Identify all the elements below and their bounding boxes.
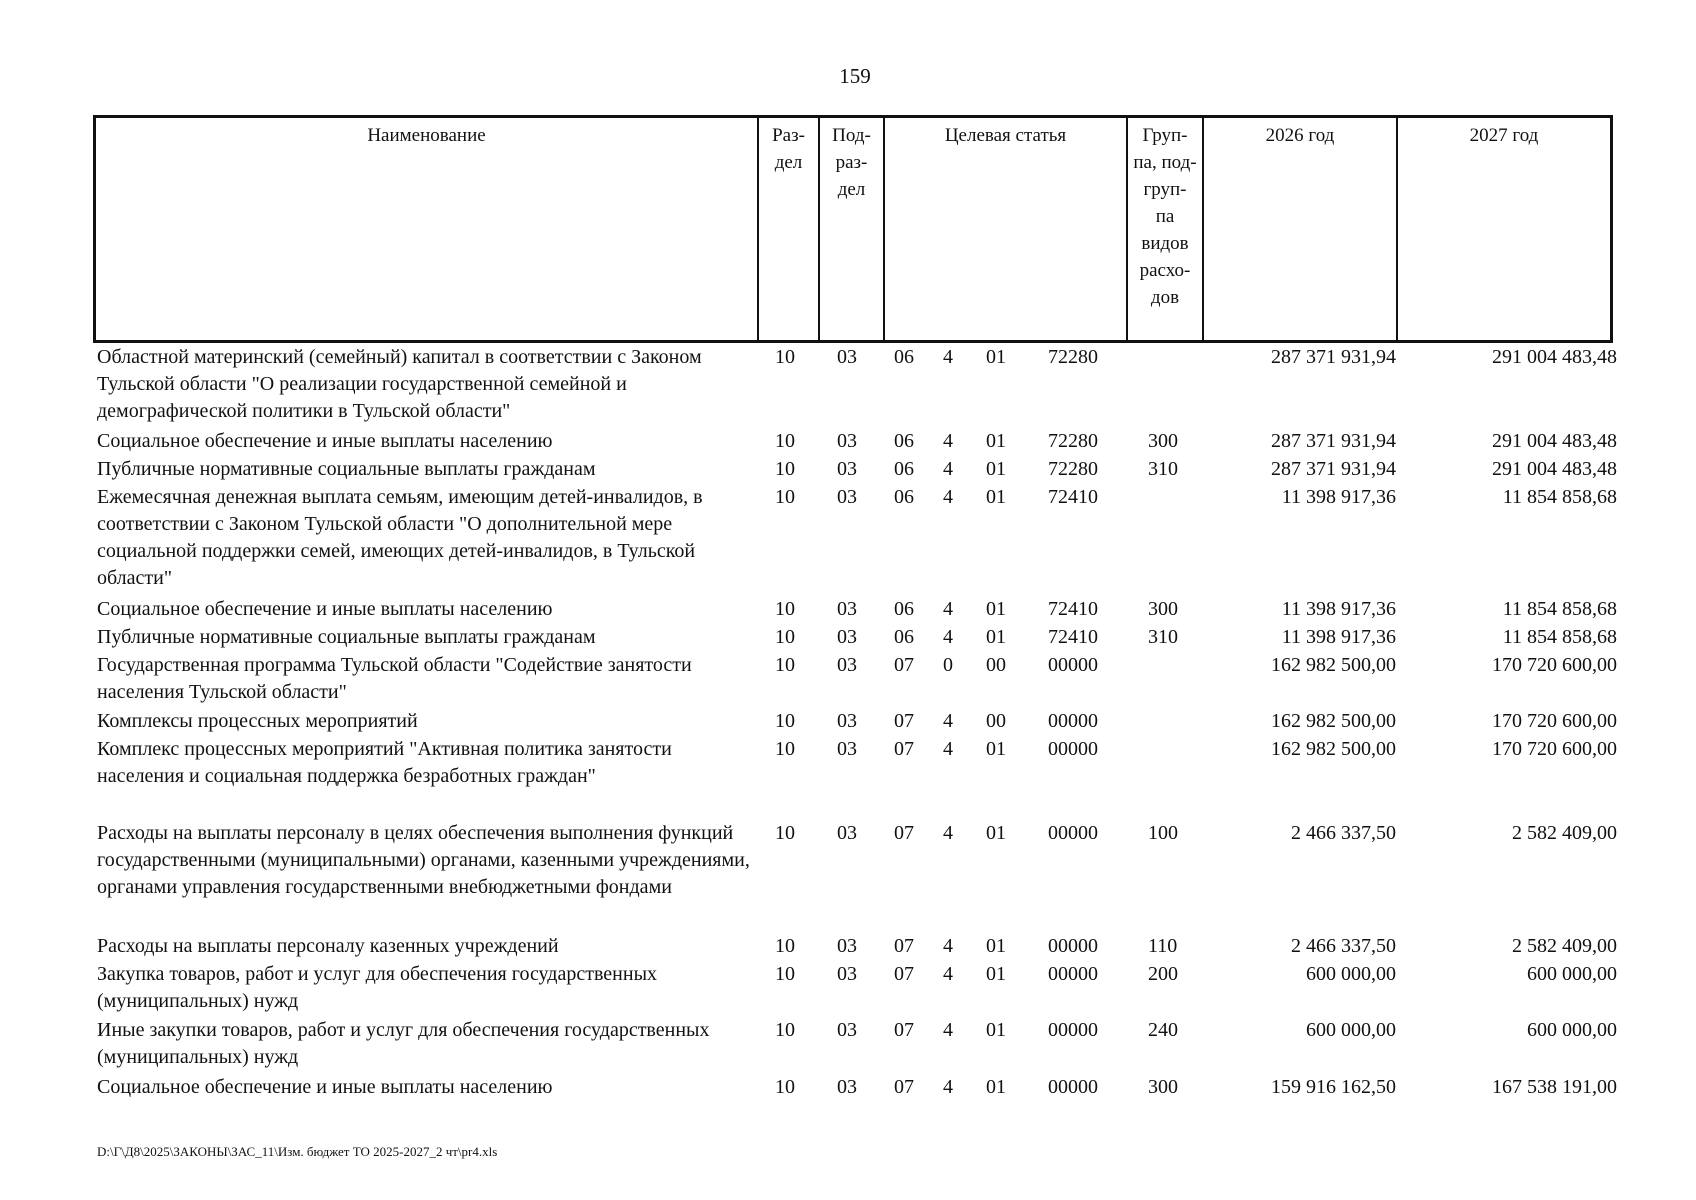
row-amount-2027: 291 004 483,48 xyxy=(1492,458,1617,480)
row-target-program: 06 xyxy=(894,430,914,452)
header-year-2027: 2027 год xyxy=(1469,125,1539,146)
row-target-type: 0 xyxy=(943,654,953,676)
row-expense-group: 300 xyxy=(1148,430,1178,452)
row-target-program: 07 xyxy=(894,710,914,732)
row-name: Областной материнский (семейный) капитал в соответствии с Законом Тульской области "О реализации государственной семейной и демографической политики в Тульской области" xyxy=(97,346,702,422)
row-target-direction: 72280 xyxy=(1048,430,1098,452)
row-amount-2026: 287 371 931,94 xyxy=(1271,346,1396,368)
row-target-subprogram: 01 xyxy=(986,1076,1006,1098)
row-podrazdel: 03 xyxy=(837,1019,857,1041)
row-target-type: 4 xyxy=(943,935,953,957)
row-podrazdel: 03 xyxy=(837,710,857,732)
row-razdel: 10 xyxy=(775,1019,795,1041)
row-razdel: 10 xyxy=(775,458,795,480)
row-name: Публичные нормативные социальные выплаты гражданам xyxy=(97,626,596,648)
row-amount-2026: 162 982 500,00 xyxy=(1271,710,1396,732)
row-podrazdel: 03 xyxy=(837,1076,857,1098)
header-gruppa-line: дов xyxy=(1150,287,1180,308)
row-name: Закупка товаров, работ и услуг для обеспечения государственных (муниципальных) нужд xyxy=(97,963,658,1012)
row-target-direction: 72410 xyxy=(1048,626,1098,648)
row-amount-2027: 11 854 858,68 xyxy=(1502,598,1617,620)
row-amount-2026: 287 371 931,94 xyxy=(1271,458,1396,480)
header-gruppa-line: па, под- xyxy=(1133,152,1197,173)
row-target-direction: 00000 xyxy=(1048,935,1098,957)
row-expense-group: 310 xyxy=(1148,458,1178,480)
row-razdel: 10 xyxy=(775,738,795,760)
header-razdel xyxy=(759,122,818,176)
row-podrazdel: 03 xyxy=(837,654,857,676)
row-expense-group: 300 xyxy=(1148,1076,1178,1098)
row-name: Социальное обеспечение и иные выплаты населению xyxy=(97,1076,553,1098)
row-target-program: 06 xyxy=(894,486,914,508)
row-amount-2027: 2 582 409,00 xyxy=(1512,935,1617,957)
row-target-type: 4 xyxy=(943,346,953,368)
row-target-program: 07 xyxy=(894,822,914,844)
row-amount-2027: 170 720 600,00 xyxy=(1492,710,1617,732)
row-target-subprogram: 01 xyxy=(986,598,1006,620)
row-target-direction: 72410 xyxy=(1048,598,1098,620)
row-amount-2027: 167 538 191,00 xyxy=(1492,1076,1617,1098)
row-amount-2026: 287 371 931,94 xyxy=(1271,430,1396,452)
row-target-subprogram: 00 xyxy=(986,710,1006,732)
row-target-subprogram: 00 xyxy=(986,654,1006,676)
row-target-subprogram: 01 xyxy=(986,458,1006,480)
row-amount-2027: 291 004 483,48 xyxy=(1492,346,1617,368)
row-amount-2027: 170 720 600,00 xyxy=(1492,654,1617,676)
row-podrazdel: 03 xyxy=(837,822,857,844)
row-target-type: 4 xyxy=(943,822,953,844)
header-podrazdel-line: дел xyxy=(837,179,866,200)
row-name: Ежемесячная денежная выплата семьям, имеющим детей-инвалидов, в соответствии с Законом Тульской области "О дополнительной мере социальной поддержки семей, имеющих детей-инвалидов, в Тульской области" xyxy=(97,486,703,589)
row-amount-2026: 162 982 500,00 xyxy=(1271,738,1396,760)
header-razdel-line: дел xyxy=(774,152,803,173)
row-name: Комплекс процессных мероприятий "Активная политика занятости населения и социальная поддержка безработных граждан" xyxy=(97,738,672,787)
row-target-type: 4 xyxy=(943,1076,953,1098)
column-divider xyxy=(883,118,885,340)
header-gruppa-line: груп- xyxy=(1143,179,1187,200)
row-amount-2027: 2 582 409,00 xyxy=(1512,822,1617,844)
row-target-direction: 00000 xyxy=(1048,1076,1098,1098)
row-expense-group: 310 xyxy=(1148,626,1178,648)
row-razdel: 10 xyxy=(775,430,795,452)
row-target-direction: 72410 xyxy=(1048,486,1098,508)
row-target-subprogram: 01 xyxy=(986,963,1006,985)
header-name: Наименование xyxy=(367,125,486,146)
header-podrazdel-line: Под- xyxy=(832,125,871,146)
row-target-program: 06 xyxy=(894,458,914,480)
row-name: Комплексы процессных мероприятий xyxy=(97,710,418,732)
row-name: Государственная программа Тульской области "Содействие занятости населения Тульской области" xyxy=(97,654,692,703)
row-name: Публичные нормативные социальные выплаты гражданам xyxy=(97,458,596,480)
row-target-type: 4 xyxy=(943,598,953,620)
header-gruppa-line: видов xyxy=(1141,233,1189,254)
row-target-program: 07 xyxy=(894,1019,914,1041)
row-razdel: 10 xyxy=(775,822,795,844)
row-target-subprogram: 01 xyxy=(986,822,1006,844)
row-podrazdel: 03 xyxy=(837,935,857,957)
row-razdel: 10 xyxy=(775,626,795,648)
row-expense-group: 240 xyxy=(1148,1019,1178,1041)
row-target-type: 4 xyxy=(943,626,953,648)
row-podrazdel: 03 xyxy=(837,458,857,480)
row-target-direction: 00000 xyxy=(1048,822,1098,844)
row-amount-2027: 600 000,00 xyxy=(1527,963,1617,985)
row-target-subprogram: 01 xyxy=(986,738,1006,760)
row-amount-2026: 600 000,00 xyxy=(1306,963,1396,985)
row-amount-2027: 11 854 858,68 xyxy=(1502,486,1617,508)
row-target-program: 06 xyxy=(894,346,914,368)
row-target-program: 07 xyxy=(894,654,914,676)
row-razdel: 10 xyxy=(775,598,795,620)
row-target-program: 06 xyxy=(894,626,914,648)
row-razdel: 10 xyxy=(775,654,795,676)
row-amount-2027: 600 000,00 xyxy=(1527,1019,1617,1041)
file-path-footer: D:\Г\Д8\2025\ЗАКОНЫ\ЗАС_11\Изм. бюджет ТО 2025-2027_2 чт\pr4.xls xyxy=(97,1144,498,1159)
row-name: Расходы на выплаты персоналу в целях обеспечения выполнения функций государственными (муниципальными) органами, казенными учреждениями, органами управления государственными внебюджетными фондами xyxy=(97,822,750,898)
row-target-type: 4 xyxy=(943,963,953,985)
row-razdel: 10 xyxy=(775,346,795,368)
row-target-type: 4 xyxy=(943,458,953,480)
header-year-2026: 2026 год xyxy=(1265,125,1335,146)
row-target-type: 4 xyxy=(943,710,953,732)
row-razdel: 10 xyxy=(775,486,795,508)
row-target-subprogram: 01 xyxy=(986,626,1006,648)
row-name: Социальное обеспечение и иные выплаты населению xyxy=(97,598,553,620)
row-amount-2026: 11 398 917,36 xyxy=(1281,598,1396,620)
row-amount-2027: 291 004 483,48 xyxy=(1492,430,1617,452)
row-razdel: 10 xyxy=(775,963,795,985)
row-target-program: 07 xyxy=(894,738,914,760)
row-target-type: 4 xyxy=(943,486,953,508)
row-expense-group: 110 xyxy=(1148,935,1178,957)
column-divider xyxy=(1202,118,1204,340)
page-number: 159 xyxy=(839,64,871,88)
row-podrazdel: 03 xyxy=(837,486,857,508)
row-amount-2026: 600 000,00 xyxy=(1306,1019,1396,1041)
row-podrazdel: 03 xyxy=(837,626,857,648)
row-podrazdel: 03 xyxy=(837,430,857,452)
row-podrazdel: 03 xyxy=(837,963,857,985)
row-amount-2026: 2 466 337,50 xyxy=(1291,935,1396,957)
header-gruppa-line: Груп- xyxy=(1142,125,1188,146)
row-amount-2026: 11 398 917,36 xyxy=(1281,486,1396,508)
row-target-direction: 00000 xyxy=(1048,710,1098,732)
row-target-subprogram: 01 xyxy=(986,935,1006,957)
header-podrazdel xyxy=(820,122,883,203)
row-podrazdel: 03 xyxy=(837,346,857,368)
row-target-subprogram: 01 xyxy=(986,346,1006,368)
row-target-direction: 72280 xyxy=(1048,458,1098,480)
header-razdel-line: Раз- xyxy=(772,125,805,146)
header-podrazdel-line: раз- xyxy=(835,152,868,173)
row-amount-2026: 11 398 917,36 xyxy=(1281,626,1396,648)
row-target-subprogram: 01 xyxy=(986,430,1006,452)
row-target-direction: 00000 xyxy=(1048,738,1098,760)
row-target-direction: 00000 xyxy=(1048,963,1098,985)
row-target-subprogram: 01 xyxy=(986,486,1006,508)
header-gruppa-line: па xyxy=(1155,206,1175,227)
row-expense-group: 100 xyxy=(1148,822,1178,844)
row-target-program: 07 xyxy=(894,935,914,957)
table-header xyxy=(93,115,1613,343)
row-expense-group: 200 xyxy=(1148,963,1178,985)
row-target-program: 07 xyxy=(894,963,914,985)
column-divider xyxy=(1396,118,1398,340)
row-target-type: 4 xyxy=(943,738,953,760)
row-amount-2027: 170 720 600,00 xyxy=(1492,738,1617,760)
row-target-subprogram: 01 xyxy=(986,1019,1006,1041)
row-razdel: 10 xyxy=(775,710,795,732)
header-celevaya-statya: Целевая статья xyxy=(944,125,1067,146)
row-target-program: 07 xyxy=(894,1076,914,1098)
row-amount-2027: 11 854 858,68 xyxy=(1502,626,1617,648)
header-gruppa-line: расхо- xyxy=(1139,260,1191,281)
row-target-direction: 00000 xyxy=(1048,1019,1098,1041)
header-gruppa xyxy=(1128,122,1202,311)
row-razdel: 10 xyxy=(775,935,795,957)
row-amount-2026: 159 916 162,50 xyxy=(1271,1076,1396,1098)
row-name: Социальное обеспечение и иные выплаты населению xyxy=(97,430,553,452)
row-amount-2026: 162 982 500,00 xyxy=(1271,654,1396,676)
row-expense-group: 300 xyxy=(1148,598,1178,620)
row-podrazdel: 03 xyxy=(837,738,857,760)
row-razdel: 10 xyxy=(775,1076,795,1098)
row-target-type: 4 xyxy=(943,1019,953,1041)
row-target-direction: 72280 xyxy=(1048,346,1098,368)
row-target-direction: 00000 xyxy=(1048,654,1098,676)
row-amount-2026: 2 466 337,50 xyxy=(1291,822,1396,844)
row-target-type: 4 xyxy=(943,430,953,452)
row-name: Расходы на выплаты персоналу казенных учреждений xyxy=(97,935,559,957)
row-target-program: 06 xyxy=(894,598,914,620)
row-name: Иные закупки товаров, работ и услуг для обеспечения государственных (муниципальных) нужд xyxy=(97,1019,710,1068)
row-podrazdel: 03 xyxy=(837,598,857,620)
